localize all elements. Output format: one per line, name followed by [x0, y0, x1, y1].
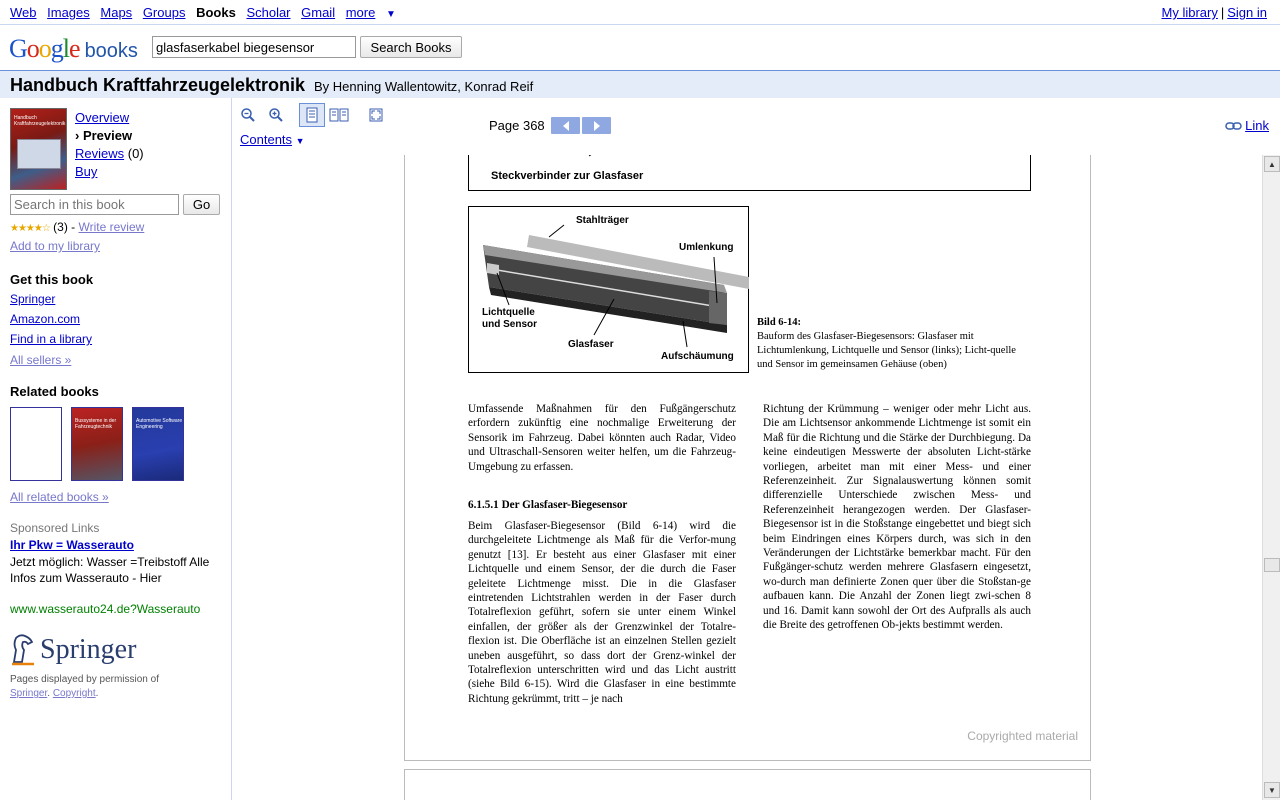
- sponsored-links-heading: Sponsored Links: [10, 521, 100, 535]
- related-books-heading: Related books: [10, 384, 99, 399]
- search-books-input[interactable]: [152, 36, 356, 58]
- nav-separator: |: [1220, 5, 1225, 20]
- figure-number: Bild 6-14:: [757, 317, 802, 328]
- fullscreen-icon: [368, 107, 384, 123]
- chain-link-icon: [1225, 121, 1242, 131]
- zoom-out-button[interactable]: [235, 103, 261, 127]
- figure-label: Aufschäumung: [661, 351, 734, 362]
- related-book-title: Automotive Software Engineering: [136, 418, 183, 430]
- account-nav: [1162, 5, 1267, 20]
- all-related-books-link[interactable]: All related books »: [10, 490, 109, 504]
- body-paragraph: Richtung der Krümmung – weniger oder mehr Licht aus. Die am Lichtsensor ankommende Lichtmenge ist somit ein Maß für die Richtung und die Stärke der Durchbiegung. Da keine eindeutigen Messwerte der absoluten Licht-stärke vorliegen, arbeitet man mit einer Mess- und einer Referenzeinheit. Zur Signalauswertung können somit differenzielle Unterschiede zwischen Mess- und Referenzeinheit herangezogen werden. Der Glasfaser-Biegesensor ist in die Stoßstange eingebettet und biegt sich beim Eindringen eines Körpers durch, was sich in den Veränderungen der Lichtstärke bemerkbar macht. Für den Fußgänger-schutz werden mehrere Glasfasern eingesetzt, wo-durch man definierte Zonen quer über die Stoßstan-ge aufbauen kann. Die Anzahl der Zonen liegt zwi-schen 8 und 16. Damit kann sowohl der Ort des Aufpralls als auch die Breite des getroffenen Ob-jekts bestimmt werden.: [763, 403, 1031, 632]
- related-book-cover[interactable]: [132, 407, 184, 481]
- my-library-link[interactable]: My library: [1161, 5, 1218, 20]
- chevron-down-icon: ▼: [385, 9, 396, 20]
- search-in-book-go-button[interactable]: Go: [183, 194, 220, 215]
- nav-books-current: Books: [196, 5, 236, 20]
- figure-label: Umlenkung: [679, 242, 734, 253]
- cover-title: Handbuch Kraftfahrzeugelektronik: [14, 115, 66, 127]
- buy-link[interactable]: Buy: [75, 164, 98, 179]
- cover-image: [17, 139, 61, 169]
- single-page-icon: [305, 107, 319, 123]
- write-review-link[interactable]: Write review: [78, 220, 145, 234]
- link-button[interactable]: [1225, 118, 1269, 133]
- figure-label: Glasfaser: [568, 339, 614, 350]
- permission-end: .: [95, 688, 99, 699]
- reviews-count: (0): [124, 146, 144, 161]
- rating-row: [10, 220, 144, 234]
- book-title: Handbuch Kraftfahrzeugelektronik: [10, 75, 306, 95]
- body-paragraph: Beim Glasfaser-Biegesensor (Bild 6-14) wird die durchgeleitete Lichtmenge als Maß für die Verfor-mung genutzt [13]. Er besteht aus einer Glasfaser mit einer Lichtquelle und einem Sensor, der die durch die Faser geleitete Lichtmenge misst. Die in die Glasfaser eintretenden Lichtstrahlen werden in der Faser durch Totalreflexion geführt, sofern sie unter einem Winkel einfallen, der größer als der Grenzwinkel der Totalre-flexion ist. Die Oberfläche ist an einzelnen Stellen gezielt uneben ausgeführt, so dass dort der Grenz-winkel der Totalreflexion unterschritten wird und das Licht austritt (siehe Bild 6-15). Wird die Glasfaser in eine bestimmte Richtung gekrümmt, tritt – je nach: [468, 520, 736, 705]
- services-nav: [10, 5, 410, 20]
- seller-springer-link[interactable]: Springer: [10, 292, 56, 306]
- arrow-right-icon: [593, 121, 601, 131]
- springer-wordmark: Springer: [40, 634, 137, 665]
- viewer-toolbar: [233, 98, 1280, 155]
- rating-count: (3) -: [49, 220, 79, 234]
- permission-separator: .: [47, 688, 53, 699]
- book-authors: By Henning Wallentowitz, Konrad Reif: [314, 79, 534, 94]
- related-book-cover[interactable]: [10, 407, 62, 481]
- logo-books-word: books: [84, 40, 138, 62]
- related-book-cover[interactable]: [71, 407, 123, 481]
- single-page-view-button[interactable]: [299, 103, 325, 127]
- nav-groups-link[interactable]: Groups: [142, 5, 186, 20]
- body-paragraph: Umfassende Maßnahmen für den Fußgängerschutz erfordern zukünftig eine nochmalige Erweiterung der Sensorik im Fahrzeug. Dabei könnten auch Radar, Video und Ultraschall-Sensoren weiter helfen, um die Fahrzeug-Umgebung zu erfassen.: [468, 403, 736, 473]
- logo-letter: g: [50, 34, 63, 63]
- contents-dropdown[interactable]: [240, 132, 305, 147]
- nav-web-link[interactable]: Web: [10, 5, 37, 20]
- overview-link[interactable]: Overview: [75, 110, 130, 125]
- book-page: [404, 155, 1091, 761]
- nav-maps-link[interactable]: Maps: [100, 5, 133, 20]
- nav-more-link[interactable]: more: [345, 5, 376, 20]
- next-book-page: [404, 769, 1091, 800]
- next-page-button[interactable]: [582, 117, 611, 134]
- copyrighted-material-watermark: Copyrighted material: [967, 729, 1078, 743]
- ad-title-link[interactable]: Ihr Pkw = Wasserauto: [10, 538, 134, 552]
- previous-page-button[interactable]: [551, 117, 580, 134]
- fullscreen-button[interactable]: [363, 103, 389, 127]
- find-in-library-link[interactable]: Find in a library: [10, 332, 93, 346]
- nav-more-menu[interactable]: [346, 5, 403, 20]
- figure-top-box: [468, 155, 1031, 191]
- zoom-in-button[interactable]: [263, 103, 289, 127]
- scroll-up-arrow-icon[interactable]: ▲: [1264, 156, 1280, 172]
- figure-label: Stahlträger: [576, 215, 629, 226]
- nav-images-link[interactable]: Images: [47, 5, 90, 20]
- caption-text: Bauform des Glasfaser-Biegesensors: Glasfaser mit Lichtumlenkung, Lichtquelle und Sensor (links); Licht-quelle und Sensor im gemeinsamen Gehäuse (oben): [757, 331, 1016, 370]
- figure-label: Lichtquelle und Sensor: [482, 307, 538, 330]
- all-sellers-link[interactable]: All sellers »: [10, 353, 72, 367]
- reviews-link[interactable]: Reviews: [75, 146, 125, 161]
- nav-scholar-link[interactable]: Scholar: [246, 5, 291, 20]
- springer-publisher-logo[interactable]: [10, 632, 136, 666]
- figure-caption: [757, 316, 1027, 372]
- page-number-label: Page 368: [489, 118, 545, 133]
- get-this-book-heading: Get this book: [10, 272, 94, 287]
- star-rating-icon: ★★★★☆: [10, 223, 50, 234]
- logo-letter: l: [62, 34, 70, 63]
- logo-letter: o: [26, 34, 39, 63]
- book-title-bar: [0, 70, 1280, 98]
- logo-letter: G: [9, 34, 27, 63]
- scrollbar-thumb[interactable]: [1264, 558, 1280, 572]
- book-page-viewport[interactable]: [233, 155, 1262, 800]
- permission-springer-link[interactable]: Springer: [10, 688, 48, 699]
- permission-text: Pages displayed by permission of: [10, 674, 159, 685]
- zoom-out-icon: [240, 107, 256, 123]
- copyright-link[interactable]: Copyright: [52, 688, 96, 699]
- contents-link[interactable]: Contents: [240, 132, 293, 147]
- ad-url[interactable]: www.wasserauto24.de?Wasserauto: [10, 602, 201, 616]
- google-books-logo[interactable]: [9, 34, 138, 64]
- search-books-button[interactable]: Search Books: [360, 36, 462, 58]
- related-book-title: Bussysteme in der Fahrzeugtechnik: [75, 418, 117, 430]
- figure-6-14: [468, 206, 749, 373]
- section-heading: 6.1.5.1 Der Glasfaser-Biegesensor: [468, 499, 628, 511]
- chevron-down-icon: ▼: [295, 136, 305, 146]
- reviews-item: [75, 146, 144, 161]
- sign-in-link[interactable]: Sign in: [1227, 5, 1267, 20]
- ad-text: Jetzt möglich: Wasser =Treibstoff Alle Infos zum Wasserauto - Hier: [10, 555, 210, 585]
- two-page-icon: [329, 107, 349, 123]
- book-cover-thumbnail[interactable]: [10, 108, 67, 190]
- link-label[interactable]: Link: [1245, 118, 1269, 133]
- scroll-down-arrow-icon[interactable]: ▼: [1264, 782, 1280, 798]
- connector-arrow: [587, 155, 603, 158]
- search-header: [0, 26, 1280, 70]
- nav-gmail-link[interactable]: Gmail: [301, 5, 336, 20]
- left-sidebar: [0, 98, 232, 800]
- preview-current: › Preview: [75, 128, 133, 143]
- logo-letter: o: [38, 34, 51, 63]
- top-navigation-bar: [0, 0, 1280, 25]
- viewer-scrollbar[interactable]: [1262, 155, 1280, 800]
- seller-amazon-link[interactable]: Amazon.com: [10, 312, 81, 326]
- connector-label: Steckverbinder zur Glasfaser: [491, 170, 644, 182]
- add-to-library-link[interactable]: Add to my library: [10, 239, 101, 253]
- search-in-book-input[interactable]: [10, 194, 179, 215]
- logo-letter: e: [69, 34, 80, 63]
- springer-horse-icon: [10, 632, 36, 666]
- permission-notice: [10, 673, 220, 701]
- two-page-view-button[interactable]: [326, 103, 352, 127]
- zoom-in-icon: [268, 107, 284, 123]
- arrow-left-icon: [562, 121, 570, 131]
